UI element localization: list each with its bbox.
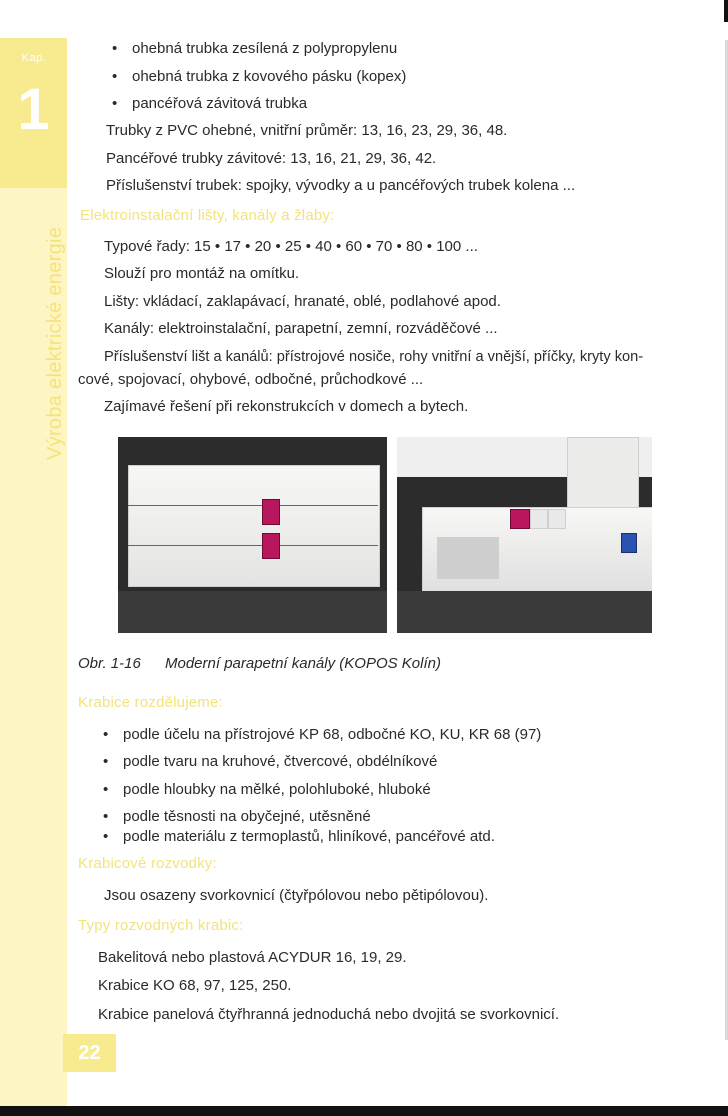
ducts-paragraph: Lišty: vkládací, zaklapávací, hranaté, oblé, podlahové apod. (104, 293, 501, 310)
duct-groove (128, 545, 378, 546)
section-heading-ducts: Elektroinstalační lišty, kanály a žlaby: (80, 207, 335, 224)
floor (118, 591, 387, 633)
boxes-bullet-item: podle materiálu z termoplastů, hliníkové, pancéřové atd. (123, 828, 495, 845)
chapter-number: 1 (17, 77, 50, 142)
tube-bullet-item: pancéřová závitová trubka (132, 95, 308, 112)
tube-paragraph: Trubky z PVC ohebné, vnitřní průměr: 13, 16, 23, 29, 36, 48. (106, 122, 508, 139)
bullet-dot: • (112, 95, 118, 112)
ducts-paragraph: Slouží pro montáž na omítku. (104, 265, 300, 282)
socket-white (530, 509, 548, 529)
socket-red (262, 499, 280, 525)
types-paragraph: Krabice panelová čtyřhranná jednoduchá nebo dvojitá se svorkovnicí. (98, 1006, 560, 1023)
ducts-paragraph: Kanály: elektroinstalační, parapetní, zemní, rozváděčové ... (104, 320, 498, 337)
floor (397, 591, 652, 633)
ducts-paragraph: Typové řady: 15 • 17 • 20 • 25 • 40 • 60 • 70 • 80 • 100 ... (104, 238, 478, 255)
duct-photo-left (118, 437, 387, 633)
page-edge-mark (724, 0, 728, 22)
ducts-accessories-line: Příslušenství lišt a kanálů: přístrojové nosiče, rohy vnitřní a vnější, příčky, kryty kon- (104, 349, 644, 365)
bullet-dot: • (112, 68, 118, 85)
duct-opening (437, 537, 499, 579)
bullet-dot: • (103, 781, 109, 798)
ducts-accessories-line: cové, spojovací, ohybové, odbočné, průchodkové ... (78, 371, 424, 388)
bullet-dot: • (103, 726, 109, 743)
duct-groove (128, 505, 378, 506)
ducts-note: Zajímavé řešení při rekonstrukcích v domech a bytech. (104, 398, 469, 415)
socket-red (262, 533, 280, 559)
cable-duct (128, 465, 380, 587)
junction-text: Jsou osazeny svorkovnicí (čtyřpólovou nebo pětipólovou). (104, 887, 489, 904)
tube-bullet-item: ohebná trubka zesílená z polypropylenu (132, 40, 398, 57)
section-heading-junction: Krabicové rozvodky: (78, 855, 217, 872)
section-heading-boxes: Krabice rozdělujeme: (78, 694, 223, 711)
socket-blue (621, 533, 637, 553)
figure-number: Obr. 1-16 (78, 655, 141, 672)
bullet-dot: • (112, 40, 118, 57)
page-bottom-edge (0, 1106, 728, 1116)
bullet-dot: • (103, 828, 109, 845)
page-number: 22 (63, 1034, 116, 1072)
figure-caption: Moderní parapetní kanály (KOPOS Kolín) (165, 655, 441, 672)
duct-photo-right (397, 437, 652, 633)
boxes-bullet-item: podle hloubky na mělké, polohluboké, hluboké (123, 781, 431, 798)
tube-paragraph: Příslušenství trubek: spojky, vývodky a u pancéřových trubek kolena ... (106, 177, 576, 194)
chapter-vertical-title: Výroba elektrické energie (44, 226, 66, 460)
types-paragraph: Krabice KO 68, 97, 125, 250. (98, 977, 292, 994)
section-heading-types: Typy rozvodných krabic: (78, 917, 244, 934)
tube-bullet-item: ohebná trubka z kovového pásku (kopex) (132, 68, 407, 85)
chapter-sidebar (0, 38, 67, 1108)
boxes-bullet-item: podle těsnosti na obyčejné, utěsněné (123, 808, 371, 825)
tube-paragraph: Pancéřové trubky závitové: 13, 16, 21, 29, 36, 42. (106, 150, 437, 167)
socket-white (548, 509, 566, 529)
bullet-dot: • (103, 753, 109, 770)
boxes-bullet-item: podle tvaru na kruhové, čtvercové, obdélníkové (123, 753, 438, 770)
socket-red (510, 509, 530, 529)
boxes-bullet-item: podle účelu na přístrojové KP 68, odbočné KO, KU, KR 68 (97) (123, 726, 542, 743)
chapter-label: Kap. (21, 52, 47, 64)
bullet-dot: • (103, 808, 109, 825)
types-paragraph: Bakelitová nebo plastová ACYDUR 16, 19, 29. (98, 949, 407, 966)
